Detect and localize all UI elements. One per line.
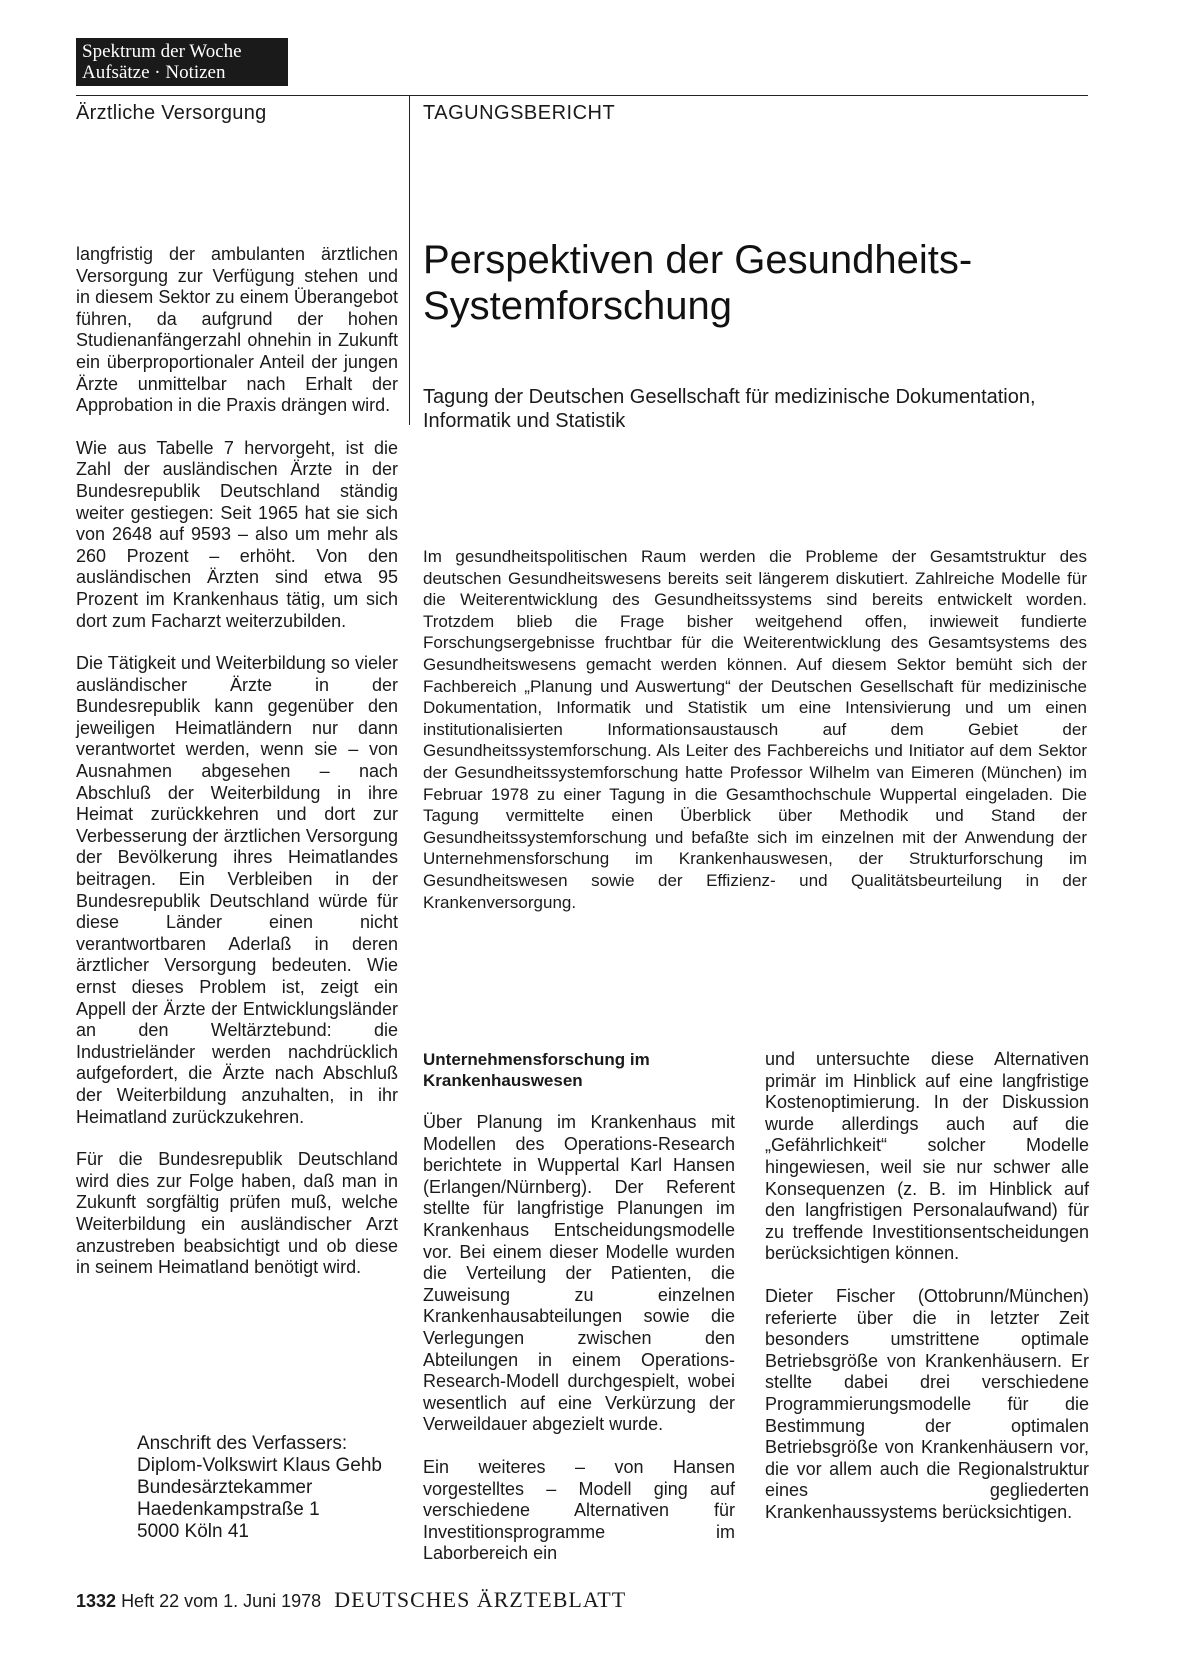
mid-paragraph: Ein weiteres – von Hansen vorgestelltes – Modell ging auf verschiedene Alternativen für Investitionsprogramme im Laborbereich ein [423, 1456, 735, 1564]
middle-column [423, 1049, 735, 1586]
left-paragraph: Die Tätigkeit und Weiterbildung so vieler ausländischer Ärzte in der Bundesrepublik kann gegenüber den jeweiligen Heimatländern nur dann verantwortet werden, wenn sie – von Ausnahmen abgesehen – nach Abschluß der Weiterbildung in ihre Heimat zurückkehren und dort zur Verbesserung der ärztlichen Versorgung der Bevölkerung ihres Heimatlandes beitragen. Ein Verbleiben in der Bundesrepublik Deutschland würde für diese Länder einen nicht verantwortbaren Aderlaß in deren ärztlicher Versorgung bedeuten. Wie ernst dieses Problem ist, zeigt ein Appell der Ärzte der Entwicklungsländer an den Weltärztebund: die Industrieländer werden nachdrücklich aufgefordert, die Ärzte nach Abschluß der Weiterbildung anzuhalten, in ihr Heimatland zurückzukehren. [76, 653, 398, 1127]
lead-paragraph: Im gesundheitspolitischen Raum werden die Probleme der Gesamtstruktur des deutschen Gesundheitswesens bereits seit längerem diskutiert. Zahlreiche Modelle für die Weiterentwicklung des Gesundheitssystems sind bereits entwickelt worden. Trotzdem blieb die Frage bisher weitgehend offen, inwieweit fundierte Forschungsergebnisse fruchtbar für die Weiterentwicklung des Gesamtsystems des Gesundheitswesens gemacht werden können. Auf diesem Sektor bemüht sich der Fachbereich „Planung und Auswertung“ der Deutschen Gesellschaft für medizinische Dokumentation, Informatik und Statistik um eine Intensivierung und um einen institutionalisierten Informationsaustausch auf dem Gebiet der Gesundheitssystemforschung. Als Leiter des Fachbereichs und Initiator auf dem Sektor der Gesundheitssystemforschung hatte Professor Wilhelm van Eimeren (München) im Februar 1978 zu einer Tagung in die Gesamthochschule Wuppertal eingeladen. Die Tagung vermittelte einen Überblick über Methodik und Stand der Gesundheitssystemforschung und befaßte sich im einzelnen mit der Anwendung der Unternehmensforschung im Krankenhauswesen, der Strukturforschung im Gesundheitswesen sowie der Effizienz- und Qualitätsbeurteilung in der Krankenversorgung. [423, 547, 1087, 912]
article-subtitle: Tagung der Deutschen Gesellschaft für medizinische Dokumentation, Informatik und Statistik [423, 386, 1036, 432]
left-paragraph: langfristig der ambulanten ärztlichen Versorgung zur Verfügung stehen und in diesem Sektor zu einem Überangebot führen, da aufgrund der hohen Studienanfängerzahl ohnehin in Zukunft ein überproportionaler Anteil der jungen Ärzte unmittelbar nach Erhalt der Approbation in die Praxis drängen wird. [76, 244, 398, 416]
header-rule [76, 95, 1088, 96]
article-lead [423, 546, 1087, 913]
address-line: Haedenkampstraße 1 [137, 1499, 320, 1520]
right-column [765, 1049, 1089, 1544]
journal-name: DEUTSCHES ÄRZTEBLATT [334, 1587, 627, 1612]
page-footer [76, 1587, 626, 1613]
left-column [76, 244, 398, 1300]
left-paragraph: Für die Bundesrepublik Deutschland wird dies zur Folge haben, daß man in Zukunft sorgfältig prüfen muß, welche Weiterbildung ein ausländischer Arzt anzustreben beabsichtigt und ob diese in seinem Heimatland benötigt wird. [76, 1149, 398, 1278]
column-divider [409, 95, 410, 425]
address-line: Bundesärztekammer [137, 1477, 313, 1498]
address-line: Diplom-Volkswirt Klaus Gehb [137, 1455, 382, 1476]
right-paragraph: Dieter Fischer (Ottobrunn/München) referierte über die in letzter Zeit besonders umstrittene optimale Betriebsgröße von Krankenhäusern. Er stellte dabei drei verschiedene Programmierungsmodelle für die Bestimmung der optimalen Betriebsgröße von Krankenhäusern vor, die vor allem auch die Regionalstruktur eines gegliederten Krankenhaussystems berücksichtigen. [765, 1285, 1089, 1522]
badge-line-1: Spektrum der Woche [82, 41, 242, 62]
rubric-label: TAGUNGSBERICHT [423, 102, 616, 124]
page-number: 1332 [76, 1591, 117, 1611]
right-paragraph: und untersuchte diese Alternativen primär im Hinblick auf eine langfristige Kostenoptimierung. In der Diskussion wurde allerdings auch auf die „Gefährlichkeit“ solcher Modelle hingewiesen, weil sie nur schwer alle Konsequenzen (z. B. im Hinblick auf den langfristigen Personalaufwand) für zu treffende Investitionsentscheidungen berücksichtigen können. [765, 1049, 1089, 1264]
section-badge [76, 38, 288, 86]
badge-line-2: Aufsätze · Notizen [82, 62, 226, 83]
article-title: Perspektiven der Gesundheits-Systemforschung [423, 238, 973, 328]
left-paragraph: Wie aus Tabelle 7 hervorgeht, ist die Zahl der ausländischen Ärzte in der Bundesrepublik Deutschland ständig weiter gestiegen: Seit 1965 hat sie sich von 2648 auf 9593 – also um mehr als 260 Prozent – erhöht. Von den ausländischen Ärzten sind etwa 95 Prozent im Krankenhaus tätig, um sich dort zum Facharzt weiterzubilden. [76, 437, 398, 631]
subheading: Unternehmensforschung im Krankenhauswesen [423, 1050, 650, 1090]
author-address [137, 1433, 382, 1543]
section-label: Ärztliche Versorgung [76, 102, 267, 124]
issue-info: Heft 22 vom 1. Juni 1978 [121, 1591, 322, 1611]
address-line: Anschrift des Verfassers: [137, 1433, 348, 1454]
mid-paragraph: Über Planung im Krankenhaus mit Modellen des Operations-Research berichtete in Wuppertal Karl Hansen (Erlangen/Nürnberg). Der Referent stellte für langfristige Planungen im Krankenhaus Entscheidungsmodelle vor. Bei einem dieser Modelle wurden die Verteilung der Patienten, die Zuweisung zu einzelnen Krankenhausabteilungen sowie die Verlegungen zwischen den Abteilungen in einem Operations-Research-Modell durchgespielt, wobei wesentlich auf eine Verkürzung der Verweildauer abgezielt wurde. [423, 1112, 735, 1435]
address-line: 5000 Köln 41 [137, 1521, 249, 1542]
